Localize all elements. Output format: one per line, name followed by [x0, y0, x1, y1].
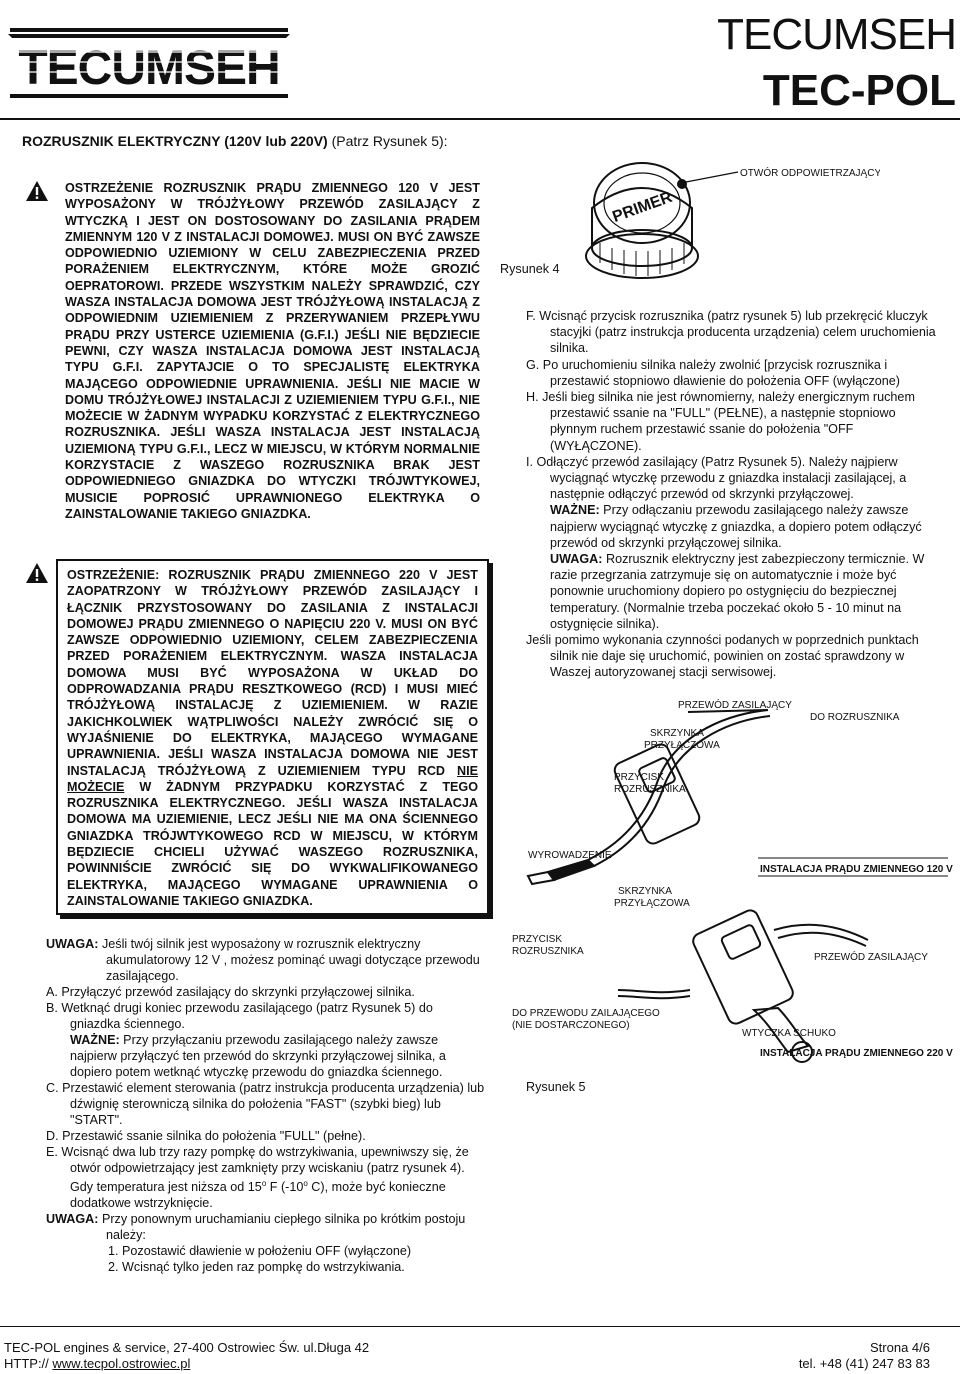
fig5-bottom-do-przewodu2: (NIE DOSTARCZONEGO) — [512, 1020, 630, 1031]
fig5-bottom-przycisk1: PRZYCISK — [512, 934, 563, 945]
step-d: D. Przestawić ssanie silnika do położenia "FULL" (pełne). — [46, 1129, 366, 1143]
fig5-top-skrzynka2: PRZYŁĄCZOWA — [644, 740, 720, 751]
step-e-part3: C), może być konieczne dodatkowe wstrzyknięcie. — [70, 1180, 446, 1211]
fig5-top-przycisk1: PRZYCISK — [614, 772, 665, 783]
fig5-top-przycisk2: ROZRUSZNIKA — [614, 784, 686, 795]
step-e-part1: E. Wcisnąć dwa lub trzy razy pompkę do wstrzykiwania, upewniwszy się, że otwór odpowietrzający jest zamknięty przy wciskaniu (patrz rysunek 4). Gdy temperatura jest niższa od 15 — [46, 1145, 469, 1195]
section-title-bold: ROZRUSZNIK ELEKTRYCZNY (120V lub 220V) — [22, 133, 328, 149]
section-title — [22, 133, 448, 149]
final-note-text: Jeśli pomimo wykonania czynności podanych w poprzednich punktach silnik nie daje się uruchomić, powinien on zostać sprawdzony w Waszej autoryzowanej stacji serwisowej. — [526, 633, 919, 680]
step-i: I. Odłączyć przewód zasilający (Patrz Rysunek 5). Należy najpierw wyciągnąć wtyczkę przewodu z gniazdka instalacji zasilającej, a następnie odłączyć przewód od skrzynki przyłączowej. — [526, 454, 907, 502]
footer-rule — [0, 1326, 960, 1327]
warning-120v — [56, 174, 489, 546]
wazne-text: Przy przyłączaniu przewodu zasilającego należy zawsze najpierw przyłączyć ten przewód do skrzynki przyłączowej silnika, a dopiero potem wetknąć wtyczkę przewodu do gniazdka ściennego. — [70, 1033, 446, 1079]
uwaga-text: Jeśli twój silnik jest wyposażony w rozrusznik elektryczny akumulatorowy 12 V , możesz pominąć uwagi dotyczące przewodu zasilającego. — [98, 937, 480, 983]
step-e — [46, 1144, 486, 1211]
uwaga2-label: UWAGA: — [46, 1212, 99, 1227]
fig5-bottom-przycisk2: ROZRUSZNIKA — [512, 946, 584, 957]
page-number: Strona 4/6 — [870, 1340, 930, 1355]
logo-text: TECUMSEH — [18, 42, 280, 95]
degree-mark: o — [261, 1179, 267, 1188]
uwaga-label: UWAGA: — [46, 937, 99, 951]
header-rule — [0, 118, 960, 120]
final-note — [526, 632, 946, 681]
footer-address: TEC-POL engines & service, 27-400 Ostrowiec Św. ul.Długa 42 — [4, 1340, 370, 1355]
degree-mark: o — [303, 1179, 308, 1188]
website-link[interactable]: www.tecpol.ostrowiec.pl — [52, 1356, 191, 1371]
uwaga2-text: Przy ponownym uruchamianiu ciepłego silnika po krótkim postoju należy: — [98, 1212, 466, 1243]
step-c: C. Przestawić element sterowania (patrz instrukcja producenta urządzenia) lub dźwignię sterowniczą silnika do położenia "FAST" (szybki bieg) lub "START". — [46, 1081, 485, 1127]
step-f: F. Wcisnąć przycisk rozrusznika (patrz rysunek 5) lub przekręcić kluczyk stacyjki (patrz instrukcja producenta urządzenia) celem uruchomienia silnika. — [526, 309, 936, 356]
wazne-text: Przy odłączaniu przewodu zasilającego należy zawsze najpierw wyciągnąć wtyczkę z gniazdka, a dopiero potem odłączyć przewód od skrzynki przyłączowej silnika. — [550, 503, 922, 550]
figure-5-wiring — [508, 690, 956, 1070]
step-b: B. Wetknąć drugi koniec przewodu zasilającego (patrz Rysunek 5) do gniazdka ściennego. — [46, 1001, 433, 1031]
step-h: H. Jeśli bieg silnika nie jest równomierny, należy energicznym ruchem przestawić ssanie na "FULL" (PEŁNE), a następnie stopniowo płynnym ruchem przestawić ssanie do położenia "OFF (WYŁĄCZONE). — [526, 390, 915, 453]
warning-220v-underlined: NIE MOŻECIE — [67, 763, 478, 794]
fig5-bottom-title: INSTALACJA PRĄDU ZMIENNEGO 220 V — [760, 1048, 953, 1059]
wazne-label: WAŻNE: — [550, 503, 600, 518]
substep-2: 2. Wcisnąć tylko jeden raz pompkę do wstrzykiwania. — [108, 1260, 405, 1275]
step-a: A. Przyłączyć przewód zasilający do skrzynki przyłączowej silnika. — [46, 985, 415, 999]
fig5-bottom-skrzynka2: PRZYŁĄCZOWA — [614, 898, 690, 909]
fig5-top-title: INSTALACJA PRĄDU ZMIENNEGO 120 V — [760, 864, 953, 875]
step-g: G. Po uruchomieniu silnika należy zwolnić [przycisk rozrusznika i przestawić stopniowo dławienie do położenia OFF (wyłączone) — [526, 357, 900, 388]
warning-icon — [25, 180, 49, 202]
wazne-label: WAŻNE: — [70, 1033, 120, 1047]
fig5-top-przewod: PRZEWÓD ZASILAJĄCY — [678, 700, 792, 711]
uwaga-text: Rozrusznik elektryczny jest zabezpieczony termicznie. W razie przegrzania zatrzymuje się on automatycznie i może być ponownie uruchomiony dopiero po ostygnięciu do bezpiecznej temperatury. (Normalnie trzeba poczekać około 5 - 10 minut na ostygnięcie silnika). — [550, 552, 925, 631]
tecumseh-logo — [8, 22, 290, 104]
instructions-right — [526, 308, 946, 681]
uwaga-label: UWAGA: — [550, 552, 603, 567]
warning-220v-part2: W ŻADNYM PRZYPADKU KORZYSTAĆ Z TEGO ROZRUSZNIKA ELEKTRYCZNEGO. JEŚLI WASZA INSTALACJA DOMOWA MA UZIEMIENIE, LECZ JEŚLI NIE MA ONA ŚCIENNEGO GNIAZDKA TRÓJWTYKOWEGO RCD W MIEJSCU, W KTÓRYM BĘDZIECIE CHCIELI UŻYWAĆ WASZEGO ROZRUSZNIKA, POWINNIŚCIE ZWRÓCIĆ SIĘ DO WYKWALIFIKOWANEGO ELEKTRYKA, MAJĄCEGO WYMAGANE UPRAWNIENIA O ZAINSTALOWANIE TAKIEGO GNIAZDKA. — [67, 779, 478, 908]
footer-web-prefix: HTTP:// — [4, 1356, 53, 1371]
section-title-normal: (Patrz Rysunek 5): — [327, 133, 448, 149]
fig5-bottom-do-przewodu1: DO PRZEWODU ZAILAJĄCEGO — [512, 1008, 660, 1019]
footer-web — [4, 1356, 190, 1371]
fig5-top-wyrowadzenie: WYROWADZENIE — [528, 850, 612, 861]
brand-top: TECUMSEH — [717, 10, 956, 59]
instructions-left — [46, 936, 486, 1275]
warning-220v — [56, 559, 489, 915]
fig5-bottom-skrzynka1: SKRZYNKA — [618, 886, 672, 897]
warning-icon — [25, 562, 49, 584]
figure-5-caption: Rysunek 5 — [526, 1080, 586, 1094]
footer-phone: tel. +48 (41) 247 83 83 — [798, 1356, 930, 1371]
fig5-top-do-rozrusznika: DO ROZRUSZNIKA — [810, 712, 900, 723]
figure-4-primer — [580, 148, 880, 286]
primer-label: PRIMER — [610, 188, 675, 227]
fig5-bottom-wtyczka: WTYCZKA SCHUKO — [742, 1028, 836, 1039]
page-header — [0, 0, 960, 120]
warning-120v-text: OSTRZEŻENIE ROZRUSZNIK PRĄDU ZMIENNEGO 120 V JEST WYPOSAŻONY W TRÓJŻYŁOWY PRZEWÓD ZASILAJĄCY Z WTYCZKĄ I JEST ON DOSTOSOWANY DO ZASILANIA PRĄDEM ZMIENNYM 120 V Z INSTALACJI DOMOWEJ. MUSI ON BYĆ ZAWSZE ODPOWIEDNIO UZIEMIONY W CELU ZABEZPIECZENIA PRZED PORAŻENIEM ELEKTRYCZNYM, KTÓRE MOŻE GROZIĆ OEPRATOROWI. PRZEDE WSZYSTKIM NALEŻY SPRAWDZIĆ, CZY WASZA INSTALACJA DOMOWA JEST TRÓJŻYŁOWĄ INSTALACJĄ Z ODPOWIEDNIM UZIEMIENIEM Z PRZERYWANIEM PRZEPŁYWU PRĄDU PRZY USTERCE UZIEMIENIA (G.F.I.) JEŚLI NIE BĘDZIECIE PEWNI, CZY WASZA INSTALACJA DOMOWA JEST INSTALACJĄ TYPU G.F.I. ZAPYTAJCIE O TO SPECJALISTĘ ELEKTRYKA MAJĄCEGO ODPOWIEDNIE UPRAWNIENIA. JEŚLI NIE MACIE W DOMU TRÓJŻYŁOWEJ INSTALACJI Z UZIEMIENIEM TYPU G.F.I., NIE MOŻECIE W ŻADNYM WYPADKU KORZYSTAĆ Z ELEKTRYCZNEGO ROZRUSZNIKA. JEŚLI WASZA INSTALACJA JEST INSTALACJĄ UZIEMIONĄ TYPU G.F.I., LECZ W MIEJSCU, W KTÓRYM NORMALNIE KORZYSTACIE Z WASZEGO ROZRUSZNIKA BRAK JEST ODPOWIEDNIEGO GNIAZDKA DO WTYCZKI TRÓJWTYKOWEJ, MUSICIE POPROSIĆ UPRAWNIONEGO ELEKTRYKA O ZAINSTALOWANIE TAKIEGO GNIAZDKA. — [65, 181, 480, 521]
vent-label: OTWÓR ODPOWIETRZAJĄCY — [740, 168, 880, 179]
brand-bottom: TEC-POL — [762, 66, 956, 115]
step-e-part2: F (-10 — [266, 1180, 304, 1195]
substep-1: 1. Pozostawić dławienie w położeniu OFF (wyłączone) — [108, 1244, 412, 1259]
fig5-bottom-przewod: PRZEWÓD ZASILAJĄCY — [814, 952, 928, 963]
warning-220v-part1: OSTRZEŻENIE: ROZRUSZNIK PRĄDU ZMIENNEGO 220 V JEST ZAOPATRZONY W TRÓJŻYŁOWY PRZEWÓD ZASILAJĄCY I ŁĄCZNIK PRZYSTOSOWANY DO ZASILANIA Z INSTALACJI DOMOWEJ PRĄDU ZMIENNEGO O NAPIĘCIU 220 V. MUSI ON BYĆ ZAWSZE ODPOWIEDNIO UZIEMIONY, CELEM ZABEZPIECZENIA PRZED PORAŻENIEM ELEKTRYCZNYM. WASZA INSTALACJA DOMOWA MUSI BYĆ WYPOSAŻONA W UKŁAD DO ODPROWADZANIA PRĄDU RESZTKOWEGO (RCD) I MUSI MIEĆ TRÓJŻYŁOWĄ INSTALACJĘ Z UZIEMIENIEM. W RAZIE JAKICHKOLWIEK WĄTPLIWOŚCI NALEŻY ZWRÓCIĆ SIĘ O WYJAŚNIENIE DO ELEKTRYKA, MAJĄCEGO WYMAGANE UPRAWNIENIA. JEŚLI WASZA INSTALACJA DOMOWA NIE JEST INSTALACJĄ TRÓJŻYŁOWĄ Z UZIEMIENIEM TYPU RCD — [67, 568, 478, 778]
figure-4-caption: Rysunek 4 — [500, 262, 560, 276]
fig5-top-skrzynka1: SKRZYNKA — [650, 728, 704, 739]
